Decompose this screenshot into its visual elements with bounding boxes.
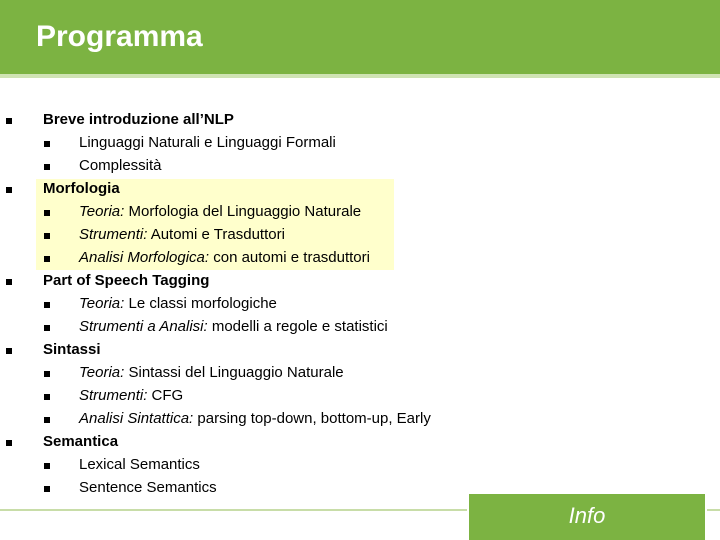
- sub-bullet-icon: [44, 371, 50, 377]
- sub-bullet-icon: [44, 325, 50, 331]
- list-item: Analisi Sintattica: parsing top-down, bottom-up, Early: [79, 410, 431, 427]
- slide-title: Programma: [36, 20, 203, 53]
- main-bullet-icon: [6, 187, 12, 193]
- section-heading: Part of Speech Tagging: [43, 272, 210, 289]
- title-divider: [0, 74, 720, 78]
- sub-bullet-icon: [44, 233, 50, 239]
- sub-bullet-icon: [44, 302, 50, 308]
- sub-bullet-icon: [44, 164, 50, 170]
- list-item: Strumenti: Automi e Trasduttori: [79, 226, 285, 243]
- sub-bullet-icon: [44, 210, 50, 216]
- list-item: Strumenti: CFG: [79, 387, 184, 404]
- section-heading: Sintassi: [43, 341, 101, 358]
- sub-bullet-icon: [44, 463, 50, 469]
- sub-bullet-icon: [44, 486, 50, 492]
- list-item: Teoria: Le classi morfologiche: [79, 295, 277, 312]
- sub-bullet-icon: [44, 141, 50, 147]
- main-bullet-icon: [6, 440, 12, 446]
- list-item: Analisi Morfologica: con automi e trasduttori: [79, 249, 370, 266]
- info-button[interactable]: [467, 494, 707, 540]
- section-heading: Semantica: [43, 433, 119, 450]
- info-button-label: Info: [568, 503, 606, 528]
- sub-bullet-icon: [44, 256, 50, 262]
- list-item: Linguaggi Naturali e Linguaggi Formali: [79, 134, 336, 151]
- main-bullet-icon: [6, 118, 12, 124]
- sub-bullet-icon: [44, 417, 50, 423]
- list-item: Teoria: Sintassi del Linguaggio Naturale: [79, 364, 344, 381]
- list-item: Lexical Semantics: [79, 456, 200, 473]
- list-item: Teoria: Morfologia del Linguaggio Naturale: [79, 203, 362, 220]
- sub-bullet-icon: [44, 394, 50, 400]
- section-heading: Breve introduzione all’NLP: [43, 111, 234, 128]
- section-heading: Morfologia: [43, 180, 120, 197]
- list-item: Sentence Semantics: [79, 479, 217, 496]
- list-item: Strumenti a Analisi: modelli a regole e statistici: [79, 318, 388, 335]
- list-item: Complessità: [79, 157, 162, 174]
- main-bullet-icon: [6, 279, 12, 285]
- main-bullet-icon: [6, 348, 12, 354]
